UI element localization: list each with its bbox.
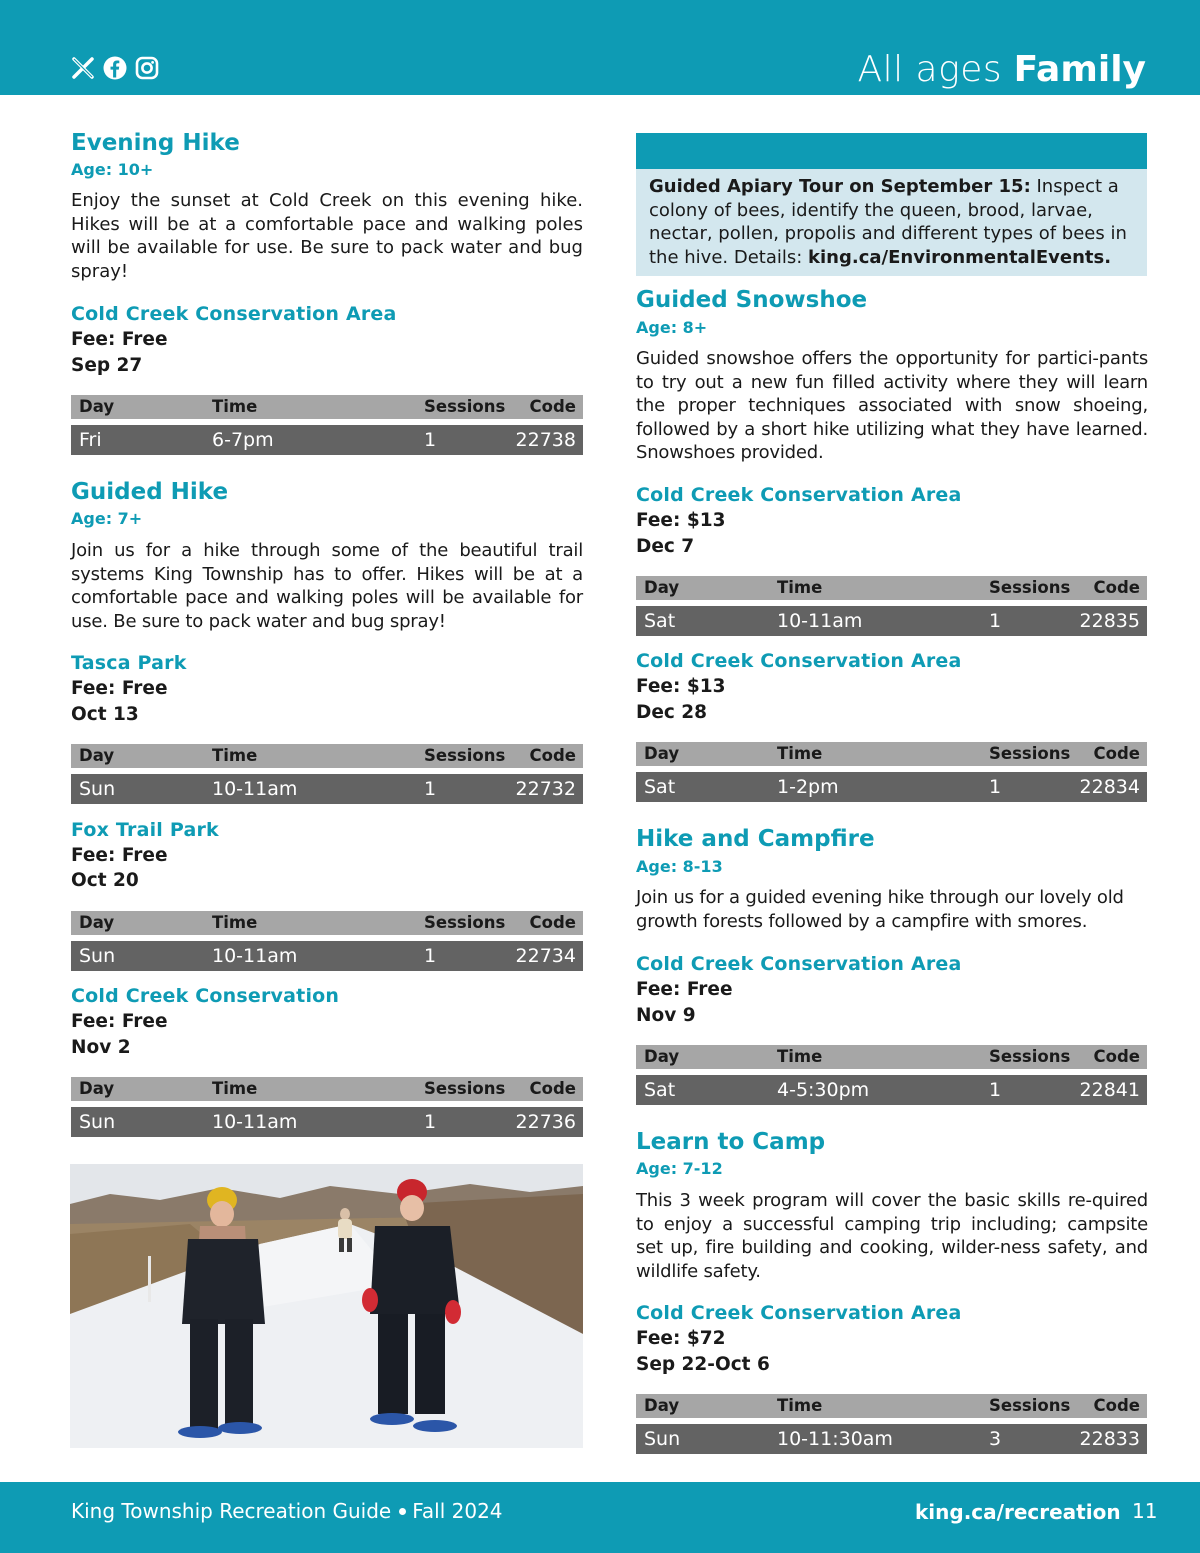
footer-guide-title (71, 1498, 503, 1524)
col-time: Time (777, 578, 823, 597)
date: Oct 20 (71, 870, 139, 891)
fee: Fee: $72 (636, 1328, 726, 1349)
x-icon[interactable] (70, 55, 96, 81)
cell-time: 4-5:30pm (777, 1079, 870, 1101)
location: Cold Creek Conservation Area (71, 303, 397, 325)
guided-snowshoe-age: Age: 8+ (636, 318, 708, 337)
col-day: Day (644, 578, 680, 597)
cell-day: Sun (79, 945, 116, 967)
cell-sessions: 1 (989, 776, 1002, 798)
schedule-table (636, 742, 1147, 802)
location: Cold Creek Conservation Area (636, 953, 962, 975)
location: Cold Creek Conservation (71, 985, 340, 1007)
fee: Fee: Free (636, 979, 733, 1000)
col-sessions: Sessions (989, 578, 1071, 597)
col-day: Day (644, 1396, 680, 1415)
col-sessions: Sessions (424, 1079, 506, 1098)
date: Dec 7 (636, 536, 695, 557)
col-sessions: Sessions (424, 913, 506, 932)
cell-code: 22834 (1079, 776, 1140, 798)
col-day: Day (644, 744, 680, 763)
cell-day: Sun (79, 1111, 116, 1133)
schedule-table (71, 1077, 583, 1137)
cell-sessions: 1 (424, 778, 437, 800)
cell-day: Sat (644, 610, 676, 632)
fee: Fee: Free (71, 1011, 168, 1032)
hike-campfire-age: Age: 8-13 (636, 857, 723, 876)
evening-hike-title: Evening Hike (71, 130, 240, 156)
cell-time: 10-11am (212, 778, 298, 800)
schedule-header-row (71, 744, 583, 768)
col-day: Day (79, 913, 115, 932)
cell-code: 22835 (1079, 610, 1140, 632)
cell-day: Sat (644, 776, 676, 798)
schedule-row (636, 1075, 1147, 1105)
guided-snowshoe-description: Guided snowshoe offers the opportunity for partici-pants to try out a new fun filled activity where they will learn the proper techniques associated with snow shoeing, followed by a short hike utilizing what they have learned. Snowshoes provided. (636, 348, 1148, 463)
schedule-row (636, 1424, 1147, 1454)
col-sessions: Sessions (989, 744, 1071, 763)
cell-code: 22732 (515, 778, 576, 800)
evening-hike-age: Age: 10+ (71, 160, 154, 179)
location: Cold Creek Conservation Area (636, 484, 962, 506)
location: Fox Trail Park (71, 819, 219, 841)
cell-day: Fri (79, 429, 102, 451)
guide-season: Fall 2024 (412, 1499, 503, 1523)
col-day: Day (79, 1079, 115, 1098)
col-time: Time (212, 397, 258, 416)
footer-url-link[interactable]: king.ca/recreation (915, 1500, 1121, 1524)
schedule-table (636, 576, 1147, 636)
page-number: 11 (1132, 1499, 1158, 1523)
guided-hike-description: Join us for a hike through some of the beautiful trail systems King Township has to offer. Hikes will be at a comfortable pace and walking poles will be available for use. Be sure to pack water and bug spray! (71, 540, 583, 632)
col-sessions: Sessions (989, 1396, 1071, 1415)
cell-sessions: 3 (989, 1428, 1002, 1450)
title-light: All ages (857, 49, 1003, 90)
cell-time: 10-11:30am (777, 1428, 893, 1450)
page-footer (0, 1482, 1200, 1553)
schedule-row (636, 772, 1147, 802)
cell-code: 22736 (515, 1111, 576, 1133)
social-links (70, 55, 160, 81)
col-code: Code (529, 1079, 576, 1098)
col-code: Code (1093, 578, 1140, 597)
guided-hike-age: Age: 7+ (71, 509, 143, 528)
col-day: Day (79, 397, 115, 416)
cell-sessions: 1 (424, 945, 437, 967)
facebook-icon[interactable] (102, 55, 128, 81)
cell-day: Sun (644, 1428, 681, 1450)
schedule-header-row (71, 911, 583, 935)
fee: Fee: Free (71, 845, 168, 866)
location: Tasca Park (71, 652, 187, 674)
cell-time: 6-7pm (212, 429, 274, 451)
schedule-row (71, 425, 583, 455)
guided-snowshoe-title: Guided Snowshoe (636, 287, 868, 313)
cell-code: 22738 (515, 429, 576, 451)
location: Cold Creek Conservation Area (636, 650, 962, 672)
cell-time: 10-11am (777, 610, 863, 632)
date: Sep 27 (71, 355, 143, 376)
col-code: Code (1093, 744, 1140, 763)
col-sessions: Sessions (989, 1047, 1071, 1066)
cell-sessions: 1 (424, 429, 437, 451)
col-code: Code (1093, 1396, 1140, 1415)
date: Sep 22-Oct 6 (636, 1354, 770, 1375)
schedule-header-row (71, 395, 583, 419)
fee: Fee: Free (71, 329, 168, 350)
cell-time: 10-11am (212, 1111, 298, 1133)
cell-day: Sat (644, 1079, 676, 1101)
learn-camp-age: Age: 7-12 (636, 1159, 723, 1178)
learn-camp-title: Learn to Camp (636, 1129, 826, 1155)
instagram-icon[interactable] (134, 55, 160, 81)
cell-code: 22841 (1079, 1079, 1140, 1101)
schedule-header-row (71, 1077, 583, 1101)
schedule-row (636, 606, 1147, 636)
cell-time: 1-2pm (777, 776, 839, 798)
cell-sessions: 1 (989, 1079, 1002, 1101)
apiary-callout (636, 133, 1147, 276)
schedule-table (71, 395, 583, 455)
schedule-header-row (636, 742, 1147, 766)
col-sessions: Sessions (424, 746, 506, 765)
col-time: Time (212, 1079, 258, 1098)
schedule-row (71, 1107, 583, 1137)
cell-sessions: 1 (989, 610, 1002, 632)
page-title (857, 48, 1146, 92)
date: Oct 13 (71, 704, 139, 725)
page-header (0, 0, 1200, 95)
col-code: Code (529, 397, 576, 416)
callout-text (649, 175, 1139, 269)
fee: Fee: $13 (636, 510, 726, 531)
callout-heading: Guided Apiary Tour on September 15: (649, 176, 1031, 197)
callout-body: Inspect a colony of bees, identify the queen, brood, larvae, nectar, pollen, propolis and different types of bees in the hive. Details: (649, 176, 1127, 268)
schedule-table (636, 1394, 1147, 1454)
location: Cold Creek Conservation Area (636, 1302, 962, 1324)
schedule-table (71, 744, 583, 804)
col-time: Time (777, 1047, 823, 1066)
col-time: Time (777, 744, 823, 763)
date: Nov 9 (636, 1005, 696, 1026)
bullet-separator (399, 1508, 406, 1515)
title-bold: Family (1013, 49, 1146, 90)
callout-bar (636, 133, 1147, 169)
col-day: Day (644, 1047, 680, 1066)
date: Dec 28 (636, 702, 708, 723)
schedule-header-row (636, 1394, 1147, 1418)
cell-sessions: 1 (424, 1111, 437, 1133)
schedule-header-row (636, 576, 1147, 600)
guide-name: King Township Recreation Guide (71, 1499, 392, 1523)
schedule-header-row (636, 1045, 1147, 1069)
col-sessions: Sessions (424, 397, 506, 416)
cell-day: Sun (79, 778, 116, 800)
fee: Fee: Free (71, 678, 168, 699)
col-code: Code (529, 913, 576, 932)
cell-code: 22833 (1079, 1428, 1140, 1450)
hike-campfire-title: Hike and Campfire (636, 826, 875, 852)
learn-camp-description: This 3 week program will cover the basic skills re-quired to enjoy a successful camping trip including; campsite set up, fire building and cooking, wilder-ness safety, and wildlife safety. (636, 1190, 1148, 1282)
snowshoe-photo-illustration (70, 1164, 583, 1448)
schedule-table (636, 1045, 1147, 1105)
col-time: Time (777, 1396, 823, 1415)
col-code: Code (529, 746, 576, 765)
schedule-row (71, 774, 583, 804)
callout-link[interactable]: king.ca/EnvironmentalEvents. (808, 246, 1112, 268)
date: Nov 2 (71, 1037, 131, 1058)
col-day: Day (79, 746, 115, 765)
evening-hike-description: Enjoy the sunset at Cold Creek on this evening hike. Hikes will be at a comfortable pace and walking poles will be available for use. Be sure to pack water and bug spray! (71, 190, 583, 282)
col-code: Code (1093, 1047, 1140, 1066)
col-time: Time (212, 913, 258, 932)
cell-code: 22734 (515, 945, 576, 967)
schedule-table (71, 911, 583, 971)
hike-campfire-description: Join us for a guided evening hike through our lovely old growth forests followed by a campfire with smores. (636, 887, 1124, 932)
guided-hike-title: Guided Hike (71, 479, 229, 505)
fee: Fee: $13 (636, 676, 726, 697)
schedule-row (71, 941, 583, 971)
cell-time: 10-11am (212, 945, 298, 967)
col-time: Time (212, 746, 258, 765)
snowshoe-photo (70, 1164, 583, 1448)
